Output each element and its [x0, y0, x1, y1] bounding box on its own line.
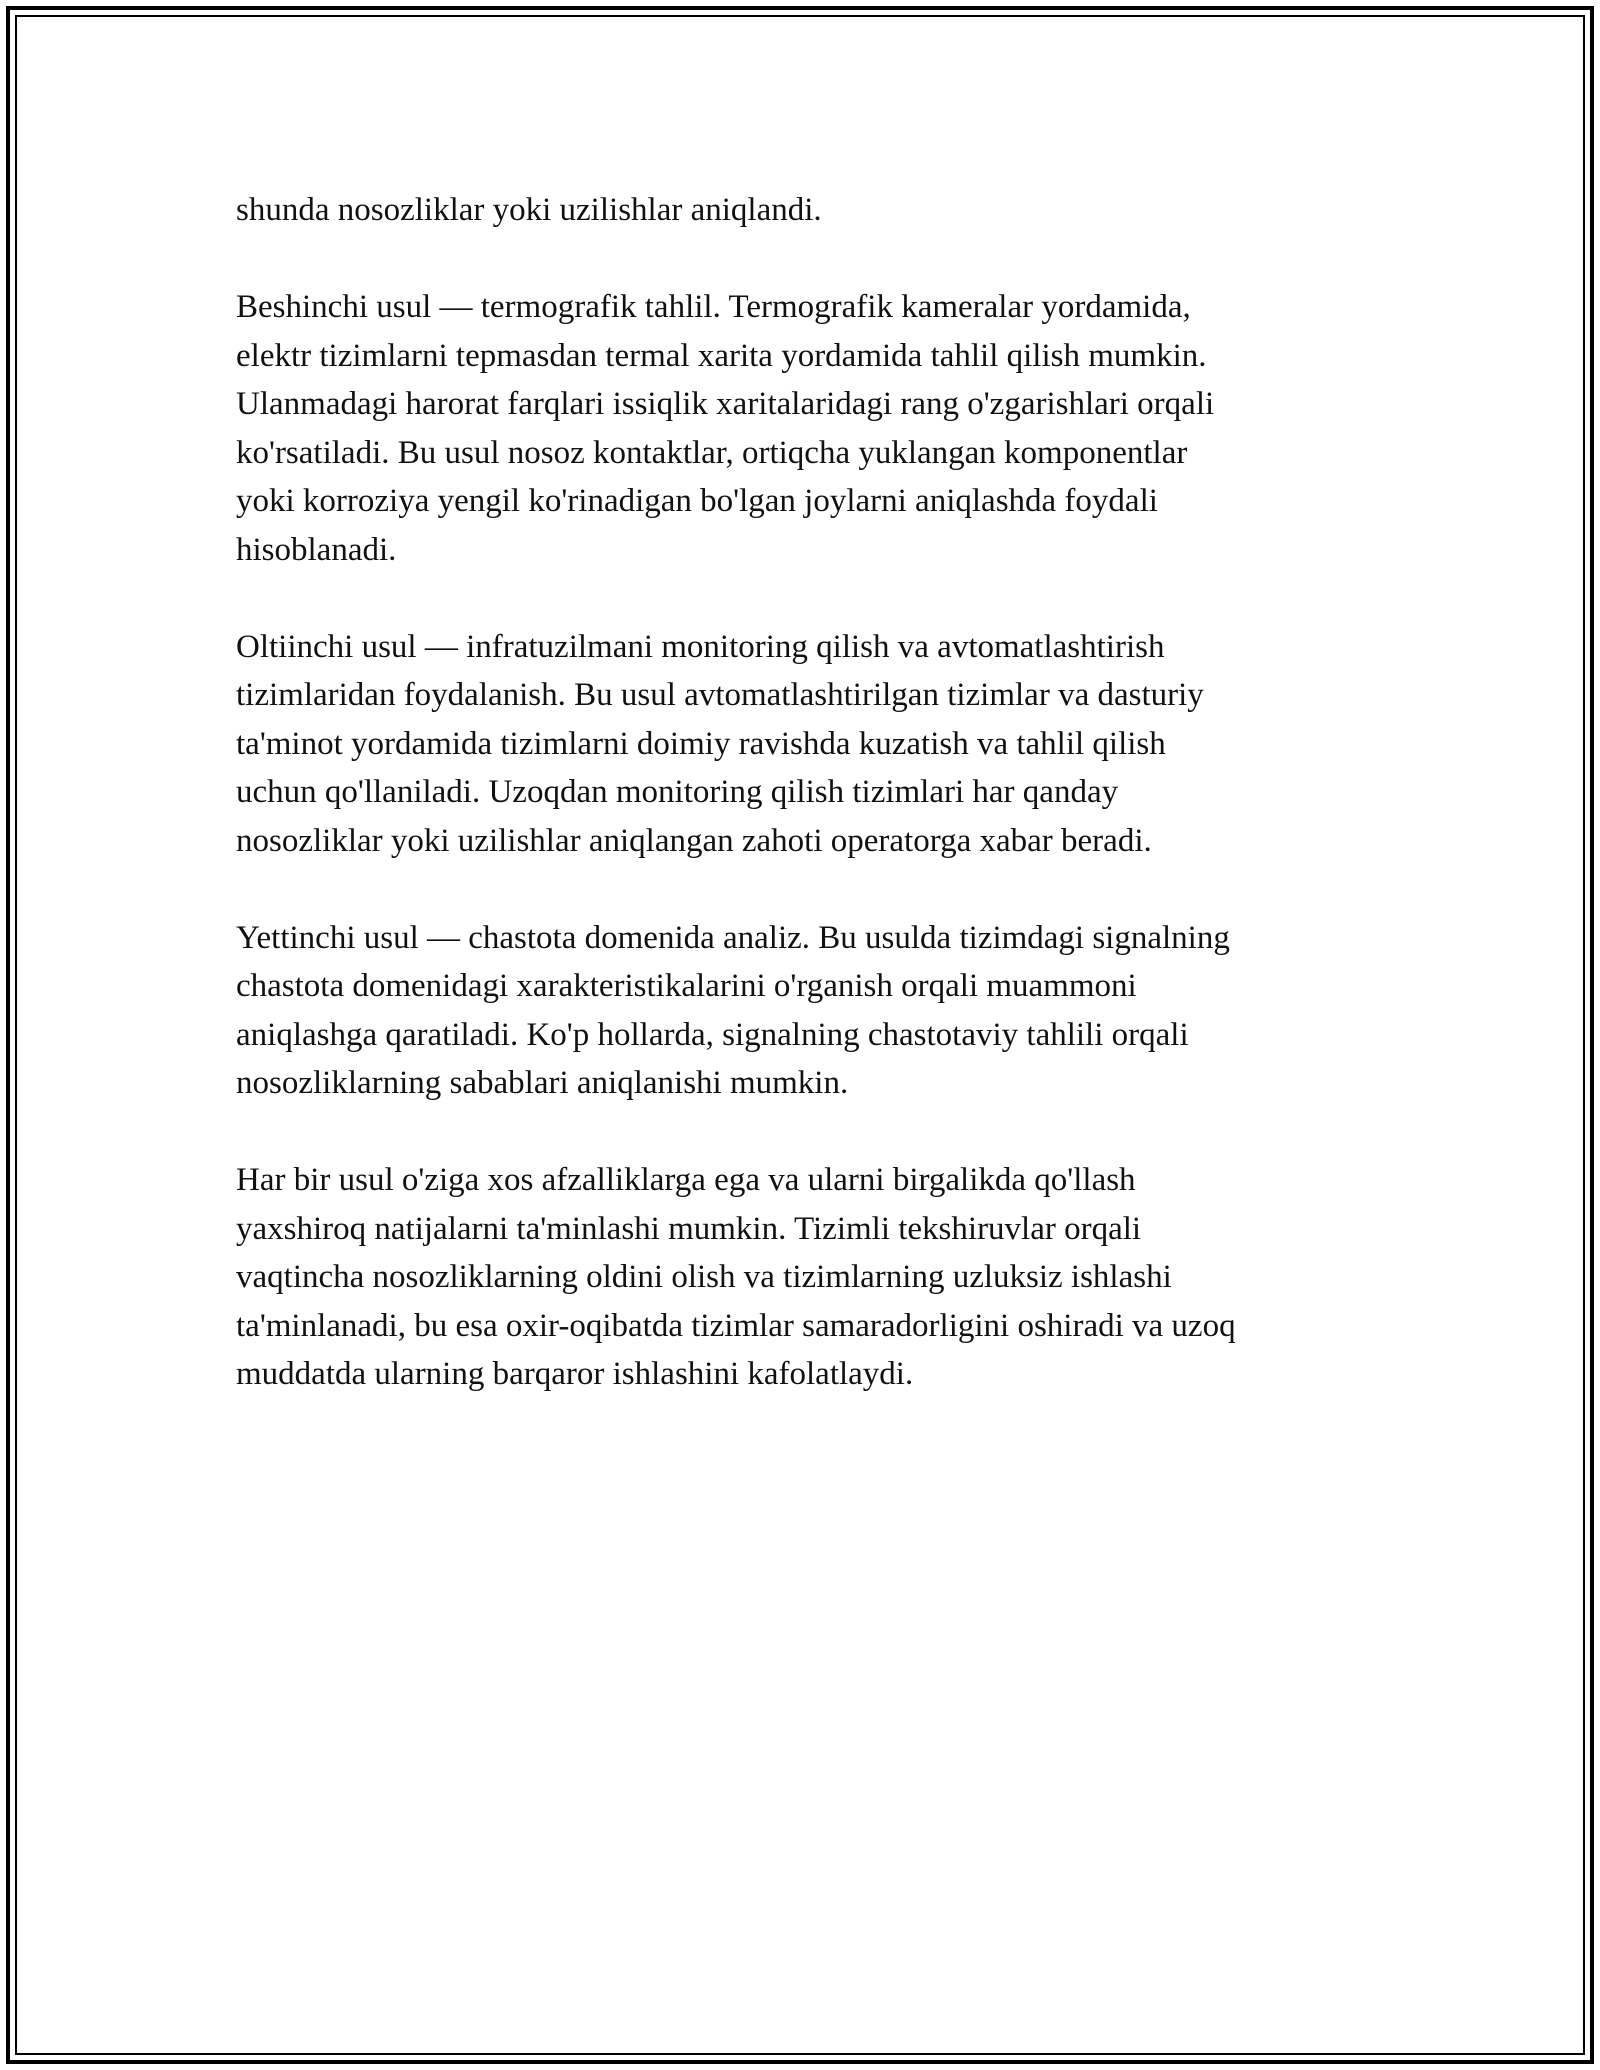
paragraph-method-6: Oltiinchi usul — infratuzilmani monitoring qilish va avtomatlashtirish tizimlaridan foydalanish. Bu usul avtomatlashtirilgan tizimlar va dasturiy ta'minot yordamida tizimlarni doimiy ravishda kuzatish va tahlil qilish uchun qo'llaniladi. Uzoqdan monitoring qilish tizimlari har qanday nosozliklar yoki uzilishlar aniqlangan zahoti operatorga xabar beradi. [236, 628, 1204, 859]
paragraph-method-5: Beshinchi usul — termografik tahlil. Termografik kameralar yordamida, elektr tizimlarni tepmasdan termal xarita yordamida tahlil qilish mumkin. Ulanmadagi harorat farqlari issiqlik xaritalaridagi rang o'zgarishlari orqali ko'rsatiladi. Bu usul nosoz kontaktlar, ortiqcha yuklangan komponentlar yoki korroziya yengil ko'rinadigan bo'lgan joylarni aniqlashda foydali hisoblanadi. [236, 289, 1215, 568]
paragraph-conclusion: Har bir usul o'ziga xos afzalliklarga ega va ularni birgalikda qo'llash yaxshiroq natijalarni ta'minlashi mumkin. Tizimli tekshiruvlar orqali vaqtincha nosozliklarning oldini olish va tizimlarning uzluksiz ishlashi ta'minlanadi, bu esa oxir-oqibatda tizimlar samaradorligini oshiradi va uzoq muddatda ularning barqaror ishlashini kafolatlaydi. [236, 1162, 1236, 1392]
document-body [236, 186, 1366, 1447]
paragraph-method-7: Yettinchi usul — chastota domenida analiz. Bu usulda tizimdagi signalning chastota domenidagi xarakteristikalarini o'rganish orqali muammoni aniqlashga qaratiladi. Ko'p hollarda, signalning chastotaviy tahlili orqali nosozliklarning sabablari aniqlanishi mumkin. [236, 919, 1230, 1101]
paragraph-continuation: shunda nosozliklar yoki uzilishlar aniqlandi. [236, 192, 822, 228]
